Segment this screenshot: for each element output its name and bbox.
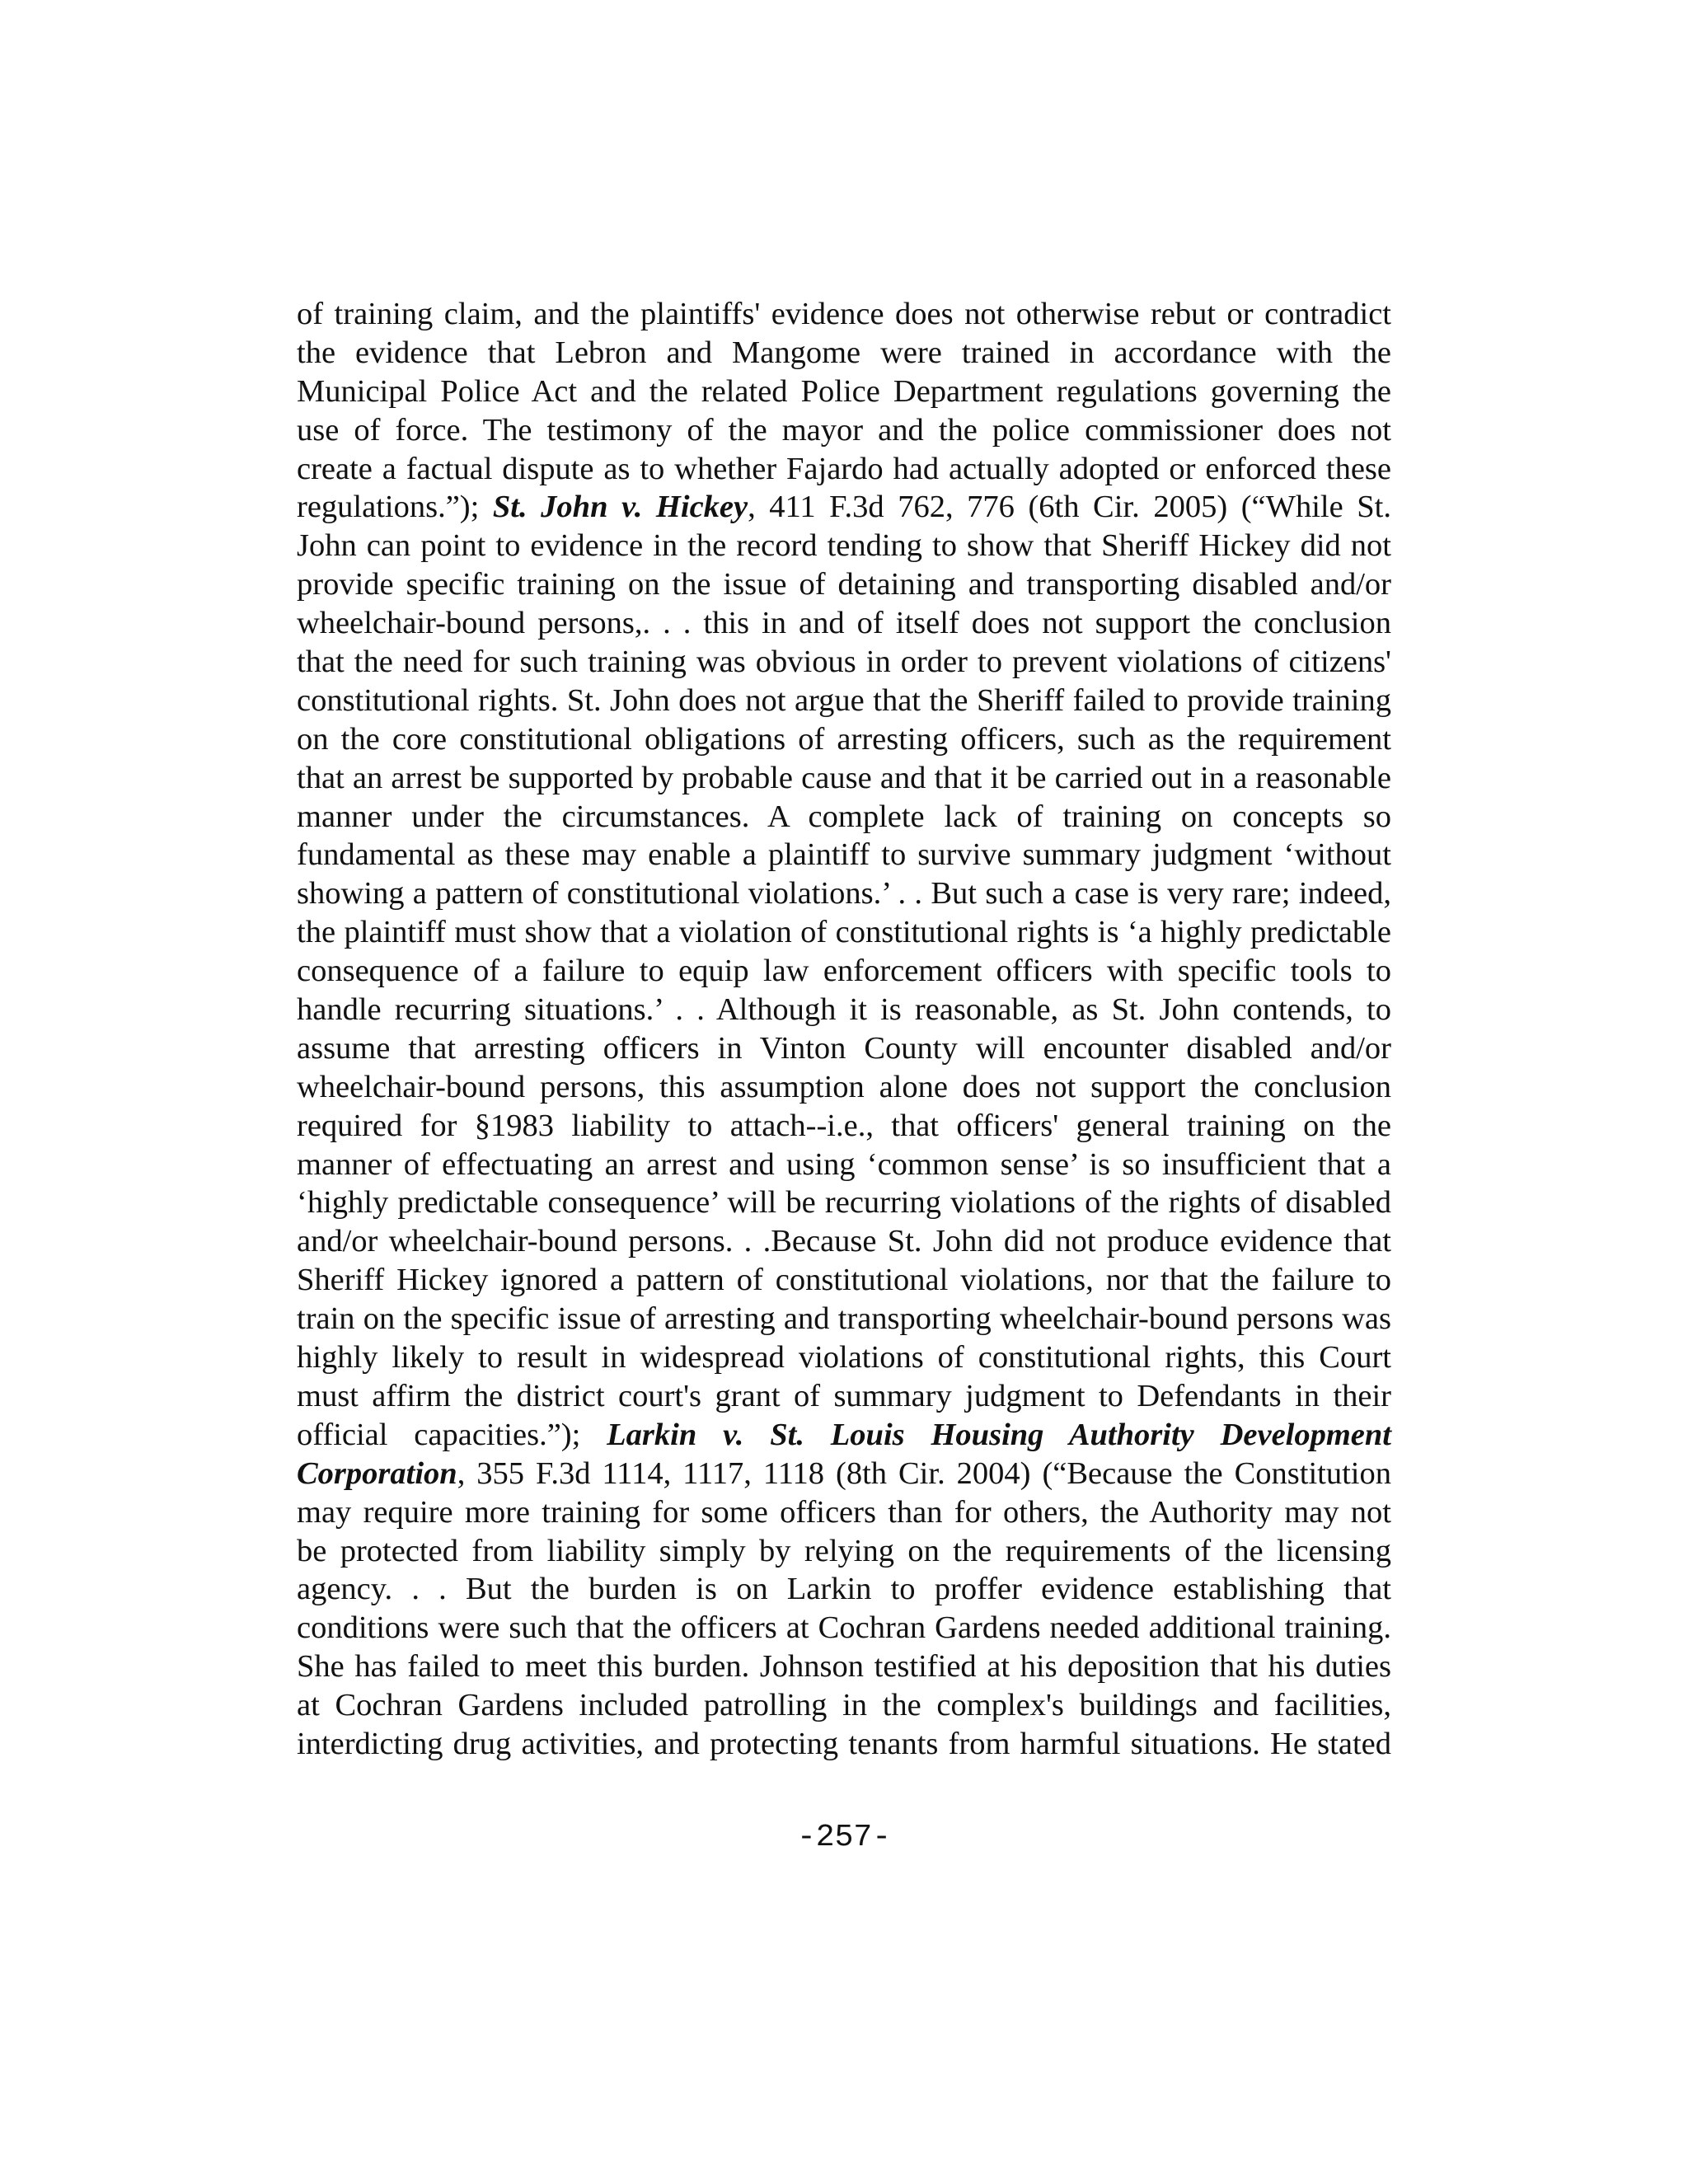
page-number: -257- (796, 1820, 892, 1855)
line-text: regulations.”); (297, 490, 493, 525)
text-line: must affirm the district court's grant of summary judgment to Defendants in their (297, 1378, 1391, 1413)
line-text: , 411 F.3d 762, 776 (6th Cir. 2005) (“While St. (748, 490, 1391, 525)
text-line: that an arrest be supported by probable cause and that it be carried out in a reasonable (297, 760, 1391, 795)
text-line: may require more training for some officers than for others, the Authority may not (297, 1494, 1391, 1530)
text-line: showing a pattern of constitutional violations.’ . . But such a case is very rare; indeed, (297, 876, 1391, 912)
text-line: assume that arresting officers in Vinton County will encounter disabled and/or (297, 1030, 1391, 1066)
text-line: interdicting drug activities, and protecting tenants from harmful situations. He stated (297, 1726, 1391, 1761)
text-line: wheelchair-bound persons, this assumption alone does not support the conclusion (297, 1069, 1391, 1104)
text-line: She has failed to meet this burden. Johnson testified at his deposition that his duties (297, 1649, 1391, 1685)
text-line: constitutional rights. St. John does not argue that the Sheriff failed to provide training (297, 682, 1391, 718)
text-line-citation (297, 1416, 1391, 1455)
text-line: manner of effectuating an arrest and using ‘common sense’ is so insufficient that a (297, 1146, 1391, 1182)
text-line: train on the specific issue of arresting and transporting wheelchair-bound persons was (297, 1301, 1391, 1337)
text-line: provide specific training on the issue of detaining and transporting disabled and/or (297, 567, 1391, 602)
text-line: wheelchair-bound persons,. . . this in and of itself does not support the conclusion (297, 606, 1391, 641)
case-name: Larkin v. St. Louis Housing Authority Development (607, 1417, 1391, 1452)
body-text (297, 295, 1391, 1764)
case-name: St. John v. Hickey (492, 490, 748, 525)
text-line: agency. . . But the burden is on Larkin to proffer evidence establishing that (297, 1572, 1391, 1607)
text-line: fundamental as these may enable a plaintiff to survive summary judgment ‘without (297, 837, 1391, 873)
text-line: and/or wheelchair-bound persons. . .Because St. John did not produce evidence that (297, 1224, 1391, 1259)
text-line: use of force. The testimony of the mayor and the police commissioner does not (297, 412, 1391, 448)
text-line: required for §1983 liability to attach--i.e., that officers' general training on the (297, 1108, 1391, 1143)
text-line: consequence of a failure to equip law enforcement officers with specific tools to (297, 954, 1391, 989)
case-name: Corporation (297, 1455, 457, 1491)
text-line-citation (297, 488, 1391, 527)
text-line: on the core constitutional obligations of arresting officers, such as the requirement (297, 721, 1391, 757)
text-line: handle recurring situations.’ . . Although it is reasonable, as St. John contends, to (297, 992, 1391, 1028)
text-line-citation (297, 1455, 1391, 1493)
line-text: , 355 F.3d 1114, 1117, 1118 (8th Cir. 2004) (“Because the Constitution (457, 1455, 1391, 1491)
text-line: the evidence that Lebron and Mangome were trained in accordance with the (297, 335, 1391, 370)
text-line: ‘highly predictable consequence’ will be recurring violations of the rights of disabled (297, 1185, 1391, 1221)
text-line: manner under the circumstances. A complete lack of training on concepts so (297, 799, 1391, 834)
text-line: at Cochran Gardens included patrolling in the complex's buildings and facilities, (297, 1688, 1391, 1723)
text-line: Sheriff Hickey ignored a pattern of constitutional violations, nor that the failure to (297, 1263, 1391, 1298)
text-line: John can point to evidence in the record tending to show that Sheriff Hickey did not (297, 528, 1391, 564)
text-line: conditions were such that the officers at Cochran Gardens needed additional training. (297, 1610, 1391, 1646)
text-line: create a factual dispute as to whether Fajardo had actually adopted or enforced these (297, 451, 1391, 486)
text-line: be protected from liability simply by relying on the requirements of the licensing (297, 1533, 1391, 1568)
text-line: the plaintiff must show that a violation of constitutional rights is ‘a highly predictable (297, 915, 1391, 950)
text-line: that the need for such training was obvious in order to prevent violations of citizens' (297, 644, 1391, 680)
text-line: Municipal Police Act and the related Police Department regulations governing the (297, 373, 1391, 409)
text-line: of training claim, and the plaintiffs' evidence does not otherwise rebut or contradict (297, 297, 1391, 331)
text-line: highly likely to result in widespread violations of constitutional rights, this Court (297, 1340, 1391, 1376)
line-text: official capacities.”); (297, 1417, 607, 1452)
